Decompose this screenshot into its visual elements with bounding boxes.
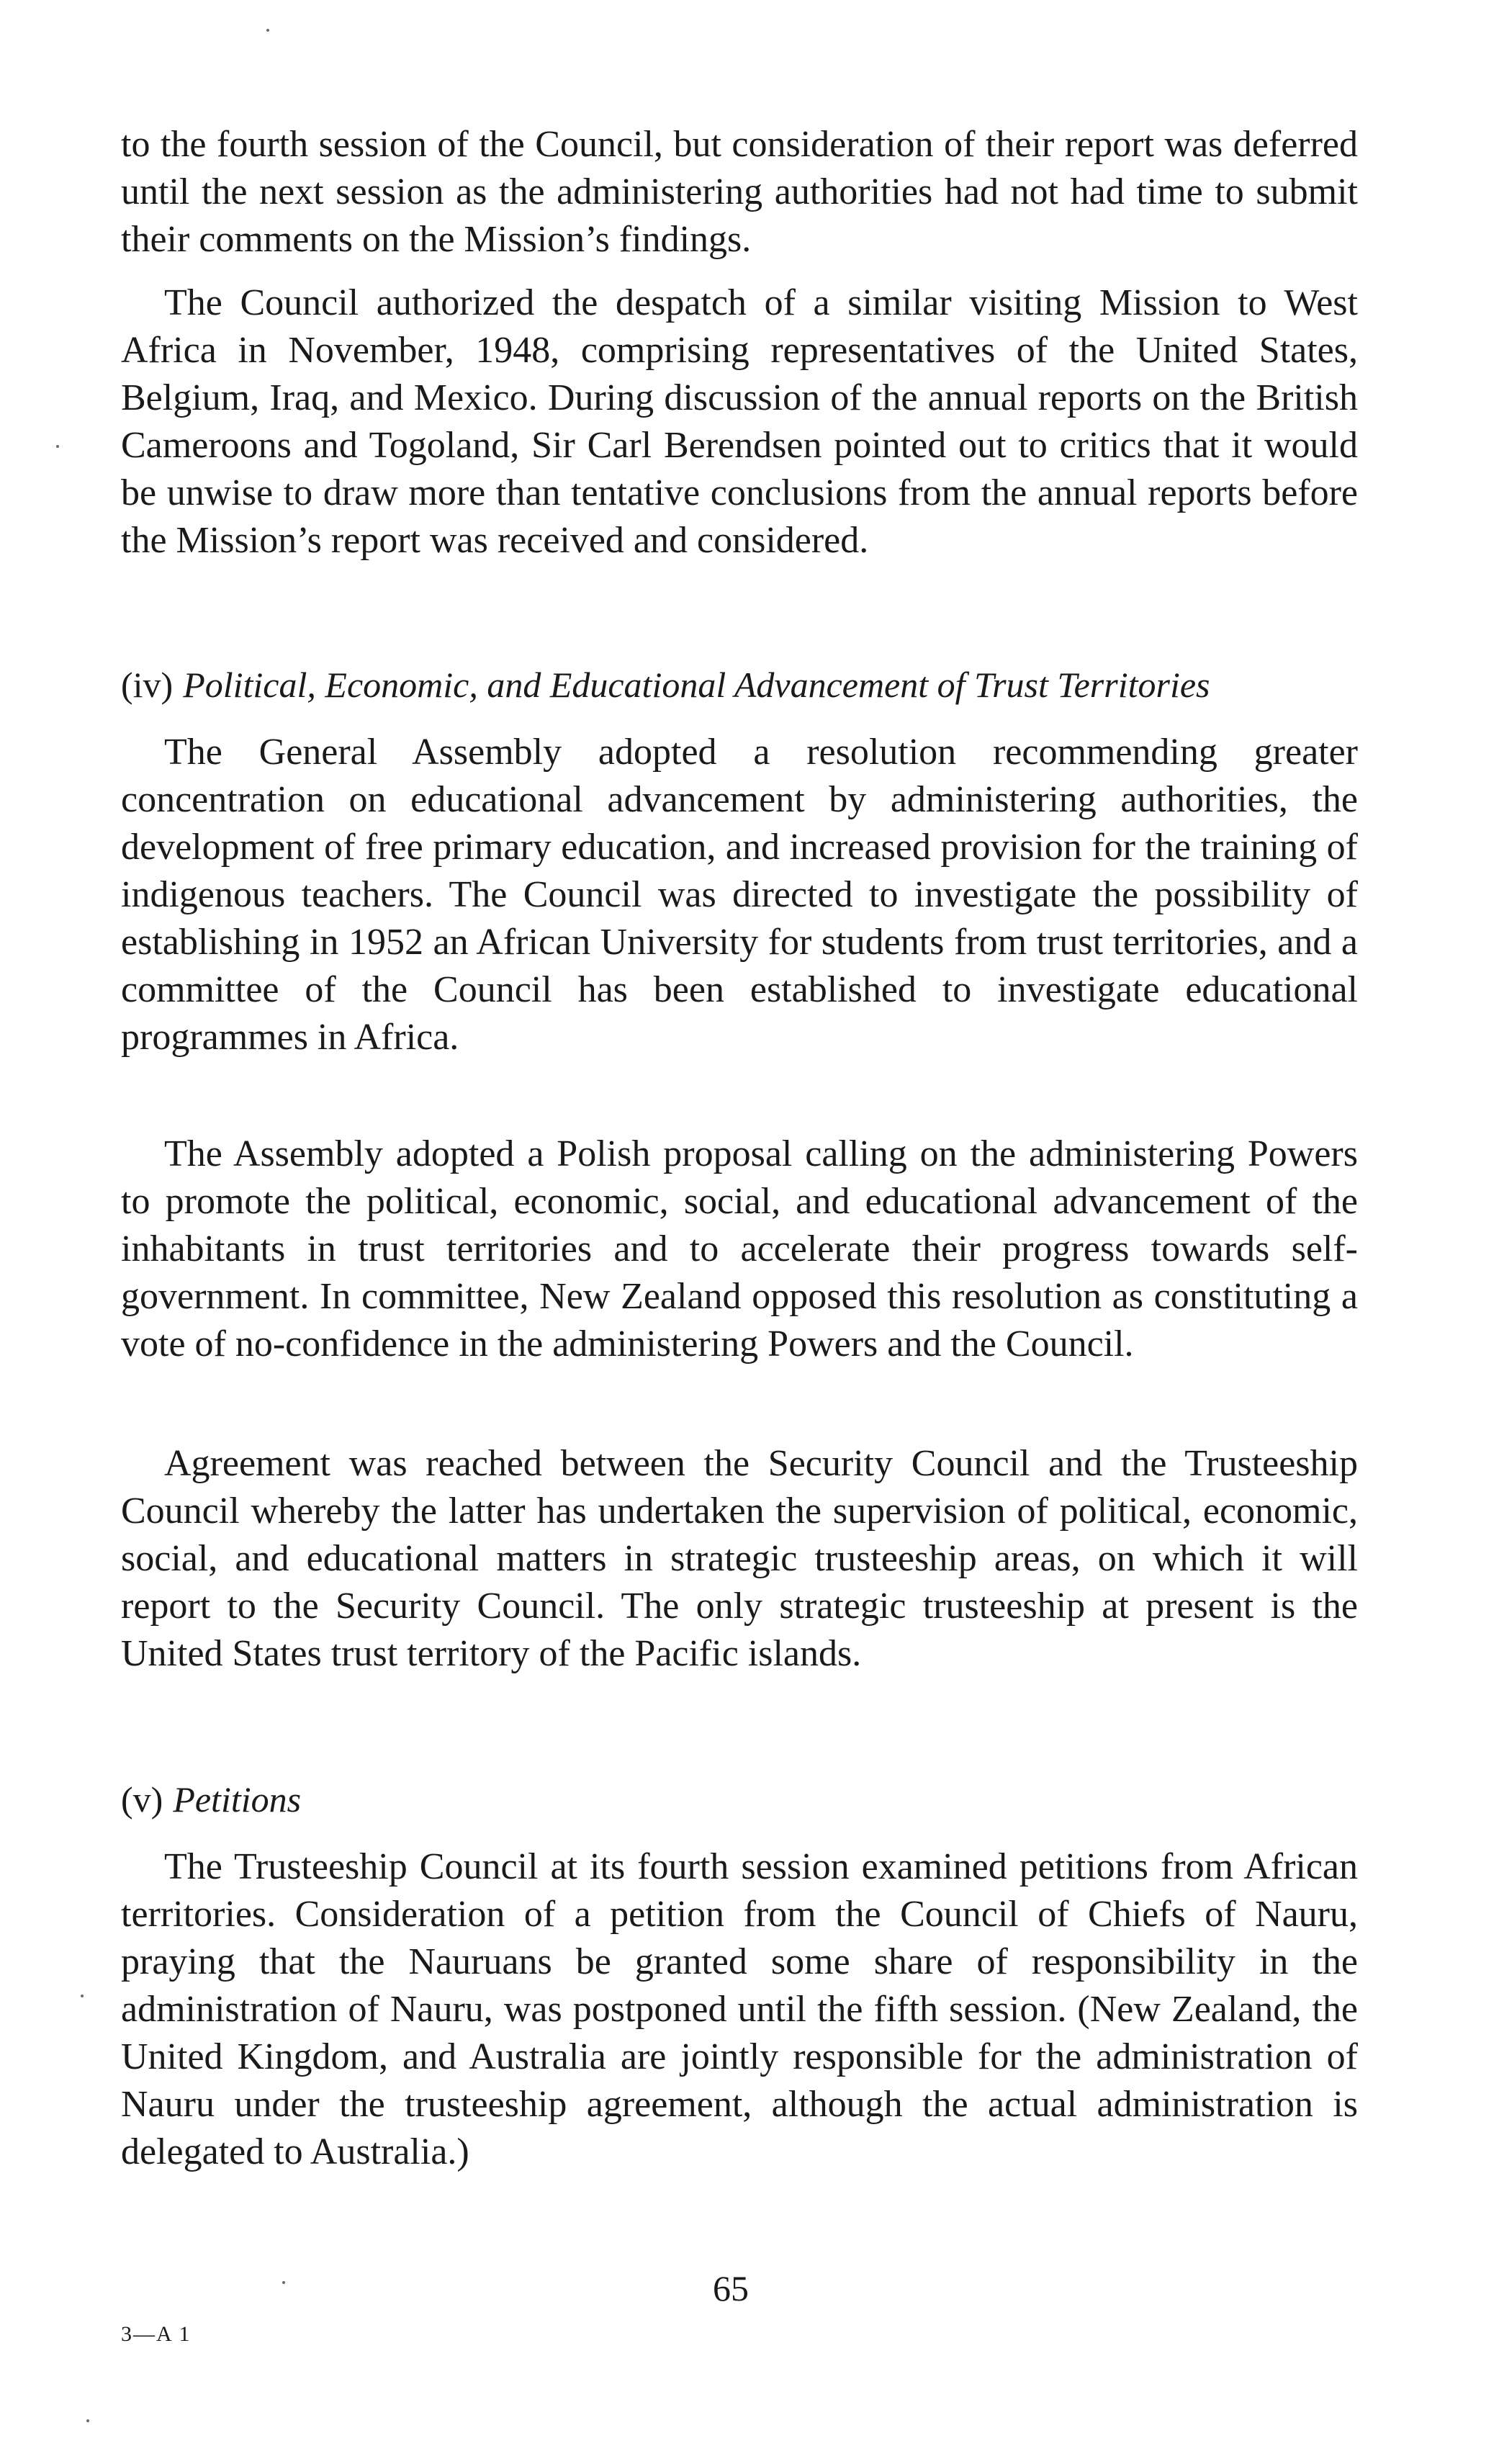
section-number: (iv) bbox=[121, 665, 174, 705]
paragraph-continuation: to the fourth session of the Council, but consideration of their report was deferred until the next session as the administering authorities had not had time to submit their comments on the Mission’s findings. bbox=[121, 124, 1358, 260]
scan-speck bbox=[282, 2281, 285, 2284]
section-title: Petitions bbox=[173, 1779, 302, 1820]
scan-speck bbox=[56, 445, 59, 448]
section-heading-iv bbox=[121, 661, 1358, 709]
section-number: (v) bbox=[121, 1779, 163, 1820]
scan-speck bbox=[81, 1995, 84, 1997]
scan-speck bbox=[86, 2419, 89, 2422]
paragraph-polish-proposal: The Assembly adopted a Polish proposal calling on the administering Powers to promote the political, economic, social, and educational advancement of the inhabitants in trust territories and to accelerate their progress towards self-government. In committee, New Zealand opposed this resolution as constituting a vote of no-confidence in the administering Powers and the Council. bbox=[121, 1133, 1358, 1364]
scan-speck bbox=[266, 29, 269, 32]
paragraph-visiting-mission: The Council authorized the despatch of a similar visiting Mission to West Africa in November, 1948, comprising representatives of the United States, Belgium, Iraq, and Mexico. During discussion of the annual reports on the British Cameroons and Togoland, Sir Carl Berendsen pointed out to critics that it would be unwise to draw more than tentative conclusions from the annual reports before the Mission’s report was received and considered. bbox=[121, 282, 1358, 561]
paragraph-educational-advancement: The General Assembly adopted a resolution recommending greater concentration on educational advancement by administering authorities, the development of free primary education, and increased provision for the training of indigenous teachers. The Council was directed to investigate the possibility of establishing in 1952 an African University for students from trust territories, and a committee of the Council has been established to investigate educational programmes in Africa. bbox=[121, 732, 1358, 1058]
page-number: 65 bbox=[713, 2268, 749, 2308]
paragraph-petitions: The Trusteeship Council at its fourth session examined petitions from African territories. Consideration of a petition from the Council of Chiefs of Nauru, praying that the Nauruans be granted some share of responsibility in the administration of Nauru, was postponed until the fifth session. (New Zealand, the United Kingdom, and Australia are jointly responsible for the administration of Nauru under the trusteeship agreement, although the actual administration is delegated to Australia.) bbox=[121, 1846, 1358, 2172]
section-heading-v bbox=[121, 1776, 1358, 1823]
printer-signature-mark: 3—A 1 bbox=[121, 2322, 192, 2346]
paragraph-security-council: Agreement was reached between the Security Council and the Trusteeship Council whereby the latter has undertaken the supervision of political, economic, social, and educational matters in strategic trusteeship areas, on which it will report to the Security Council. The only strategic trusteeship at present is the United States trust territory of the Pacific islands. bbox=[121, 1443, 1358, 1674]
section-title: Political, Economic, and Educational Advancement of Trust Territories bbox=[183, 665, 1210, 705]
